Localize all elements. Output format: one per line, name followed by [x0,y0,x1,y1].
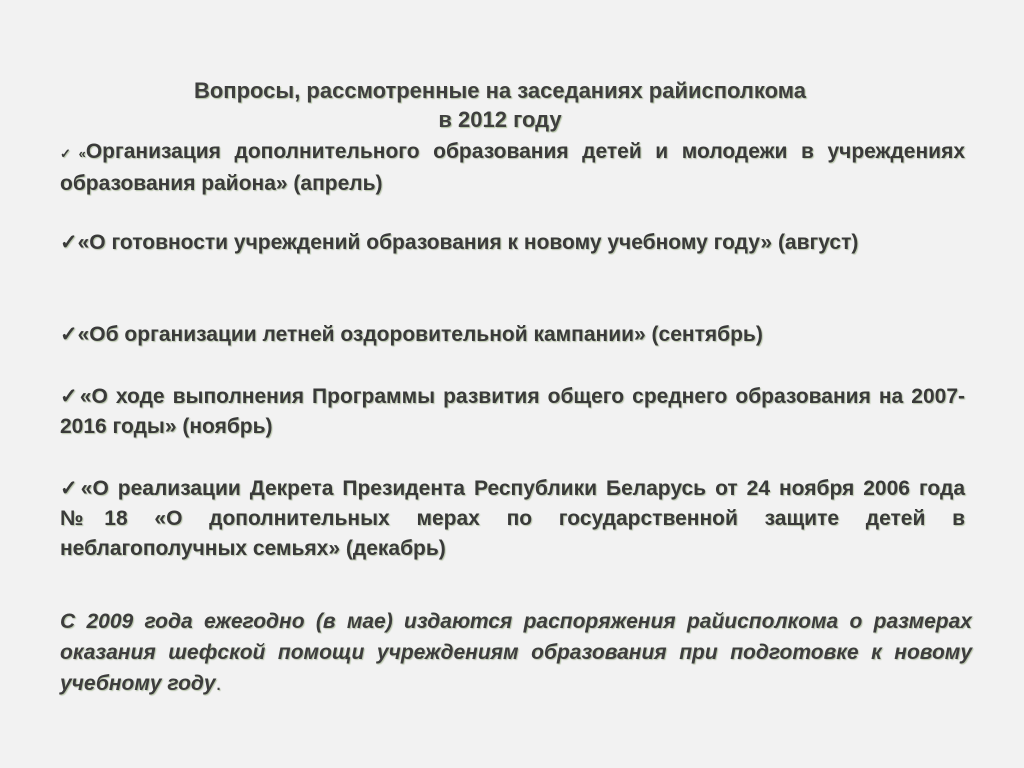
list-item [60,474,965,564]
list-item [60,320,965,350]
list-item-text: Организация дополнительного образования детей и молодежи в учреждениях образования района» (апрель) [60,140,965,195]
checkmark-icon: ✓ [60,385,80,408]
list-item-text: «О готовности учреждений образования к новому учебному году» (август) [77,231,859,254]
list-item-text: «Об организации летней оздоровительной кампании» (сентябрь) [77,323,763,346]
list-item-text: «О ходе выполнения Программы развития общего среднего образования на 2007-2016 годы» (ноябрь) [60,385,965,438]
title-line-2: в 2012 году [438,107,562,132]
closing-paragraph [60,606,972,699]
slide-title [60,76,940,134]
checkmark-icon: ✓ [60,231,78,254]
closing-text: С 2009 года ежегодно (в мае) издаются распоряжения райисполкома о размерах оказания шефской помощи учреждениям образования при подготовке к новому учебному году [60,610,972,695]
list-item [60,137,965,199]
checkmark-icon: ✓« [60,146,86,161]
list-item-text: «О реализации Декрета Президента Республики Беларусь от 24 ноября 2006 года №18 «О дополнительных мерах по государственной защите детей в неблагополучных семьях» (декабрь) [60,477,965,560]
title-line-1: Вопросы, рассмотренные на заседаниях райисполкома [193,78,806,103]
closing-period: . [215,672,222,695]
checkmark-icon: ✓ [60,477,81,500]
list-item [60,382,965,442]
checkmark-icon: ✓ [60,323,78,346]
list-item [60,228,965,258]
